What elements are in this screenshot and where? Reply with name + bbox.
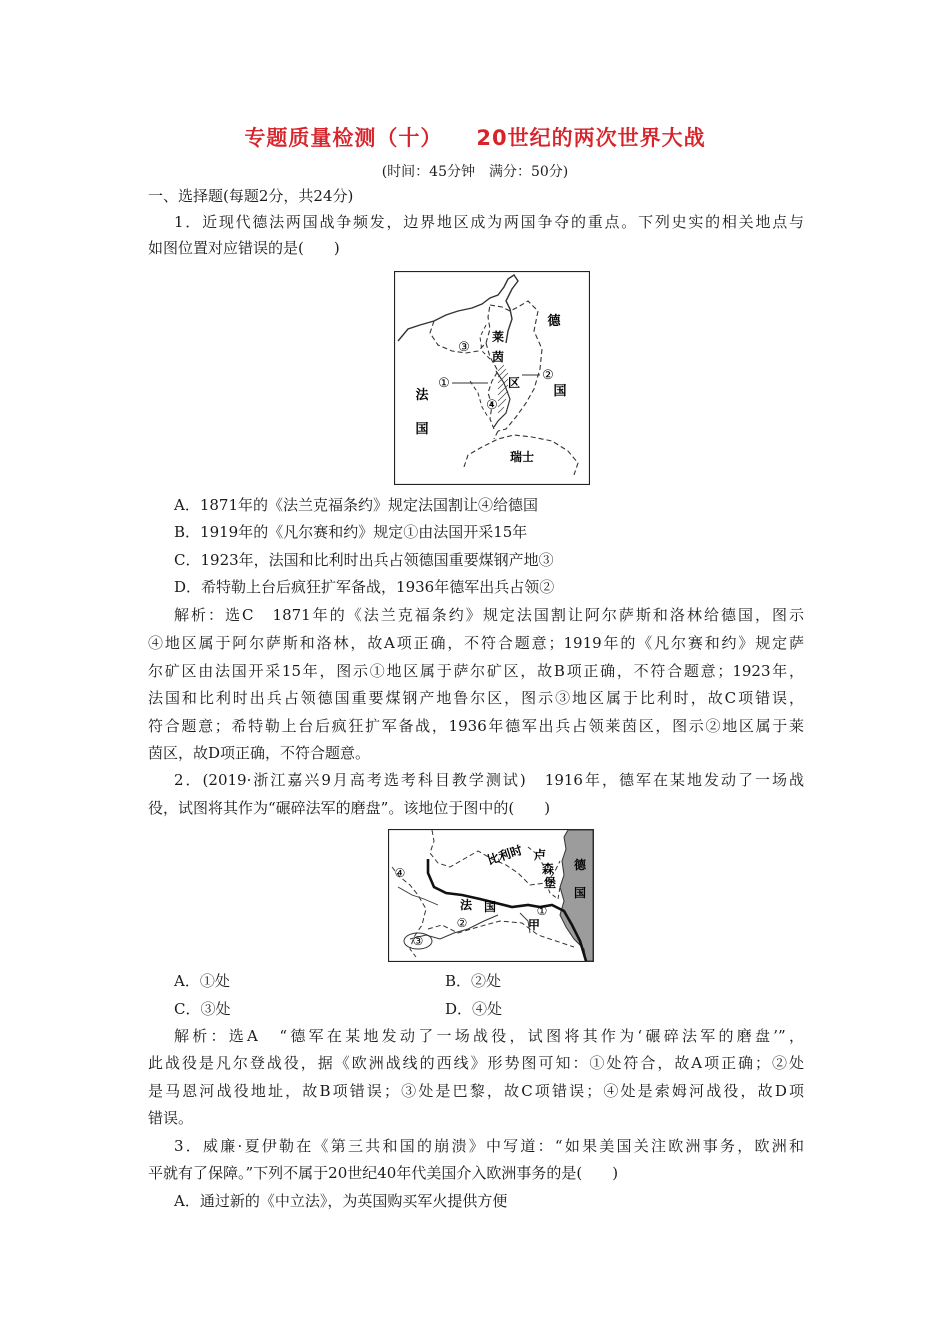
q1-option-c: C．1923年，法国和比利时出兵占领德国重要煤钢产地③ <box>174 551 554 569</box>
q2-label-fa: 法 <box>459 898 473 912</box>
q2-analysis-line3: 是马恩河战役地址，故B项错误；③处是巴黎，故C项错误；④处是索姆河战役，故D项 <box>148 1082 804 1100</box>
q2-label-bao: 堡 <box>543 876 557 890</box>
q1-stem-line2: 如图位置对应错误的是( ) <box>148 239 340 257</box>
q1-analysis-line1: 解析：选C 1871年的《法兰克福条约》规定法国割让阿尔萨斯和洛林给德国，图示 <box>174 606 804 624</box>
q2-option-b: B．②处 <box>445 972 502 990</box>
q1-label-yin: 茵 <box>491 350 505 364</box>
q1-stem-line1: 1．近现代德法两国战争频发，边界地区成为两国争夺的重点。下列史实的相关地点与 <box>174 213 804 231</box>
q2-label-de: 德 <box>573 858 587 872</box>
q2-marker-2: ② <box>456 916 468 930</box>
q3-stem-line2: 平就有了保障。”下列不属于20世纪40年代美国介入欧洲事务的是( ) <box>148 1164 619 1182</box>
q2-analysis-line1: 解析：选A “德军在某地发动了一场战役，试图将其作为‘碾碎法军的磨盘’”， <box>174 1027 804 1045</box>
q1-label-lai: 莱 <box>491 330 505 344</box>
q2-option-a: A．①处 <box>174 972 230 990</box>
q1-label-qu: 区 <box>507 376 521 390</box>
q2-label-jia: 甲 <box>527 918 541 932</box>
q1-label-guo2: 国 <box>415 422 429 437</box>
q1-map-figure <box>394 271 590 485</box>
q2-label-guo2: 国 <box>483 900 497 914</box>
q1-option-a: A．1871年的《法兰克福条约》规定法国割让④给德国 <box>174 496 539 514</box>
q2-stem-line1: 2．(2019·浙江嘉兴9月高考选考科目教学测试) 1916年，德军在某地发动了一场战 <box>174 771 804 789</box>
q3-option-a: A．通过新的《中立法》，为英国购买军火提供方便 <box>174 1192 508 1210</box>
q1-analysis-line4: 法国和比利时出兵占领德国重要煤钢产地鲁尔区，图示③地区属于比利时，故C项错误， <box>148 689 804 707</box>
q1-analysis-line2: ④地区属于阿尔萨斯和洛林，故A项正确，不符合题意；1919年的《凡尔赛和约》规定萨 <box>148 634 804 652</box>
q1-analysis-line3: 尔矿区由法国开采15年，图示①地区属于萨尔矿区，故B项正确，不符合题意；1923年， <box>148 662 804 680</box>
q2-stem-line2: 役，试图将其作为“碾碎法军的磨盘”。该地位于图中的( ) <box>148 799 551 817</box>
q2-label-lu: 卢 <box>533 848 547 862</box>
q1-label-ruishi: 瑞士 <box>509 450 535 464</box>
q2-analysis-line2: 此战役是凡尔登战役，据《欧洲战线的西线》形势图可知：①处符合，故A项正确；②处 <box>148 1054 804 1072</box>
q1-marker-1: ① <box>438 376 450 391</box>
title-part1: 专题质量检测（十） <box>244 126 443 150</box>
q2-label-sen: 森 <box>541 862 555 876</box>
section-heading: 一、选择题(每题2分，共24分) <box>148 187 354 205</box>
q1-marker-2: ② <box>542 368 554 383</box>
q1-marker-4: ④ <box>486 398 498 413</box>
q2-label-guo1: 国 <box>573 886 587 900</box>
q1-option-b: B．1919年的《凡尔赛和约》规定①由法国开采15年 <box>174 523 528 541</box>
page-title <box>0 122 950 152</box>
q2-marker-4: ④ <box>394 866 406 880</box>
q2-option-d: D．④处 <box>445 1000 503 1018</box>
q2-label-bilishi: 比利时 <box>485 842 525 868</box>
q1-analysis-line5: 符合题意；希特勒上台后疯狂扩军备战，1936年德军出兵占领莱茵区，图示②地区属于莱 <box>148 717 804 735</box>
q1-label-de: 德 <box>547 314 561 329</box>
q1-label-fa: 法 <box>415 388 429 403</box>
q2-option-c: C．③处 <box>174 1000 231 1018</box>
q2-analysis-line4: 错误。 <box>148 1109 194 1127</box>
q2-map <box>388 829 594 962</box>
title-part2: 20世纪的两次世界大战 <box>476 126 706 150</box>
q2-marker-3: ③ <box>412 934 424 948</box>
q1-option-d: D．希特勒上台后疯狂扩军备战，1936年德军出兵占领② <box>174 578 555 596</box>
q2-marker-1: ① <box>536 904 548 918</box>
q3-stem-line1: 3．威廉·夏伊勒在《第三共和国的崩溃》中写道：“如果美国关注欧洲事务，欧洲和 <box>174 1137 804 1155</box>
q2-map-figure <box>388 829 594 962</box>
q1-map <box>394 271 590 485</box>
q1-analysis-line6: 茵区，故D项正确，不符合题意。 <box>148 744 371 762</box>
subtitle: (时间：45分钟 满分：50分) <box>381 164 569 180</box>
q1-marker-3: ③ <box>458 340 470 355</box>
q1-label-guo1: 国 <box>553 384 567 399</box>
